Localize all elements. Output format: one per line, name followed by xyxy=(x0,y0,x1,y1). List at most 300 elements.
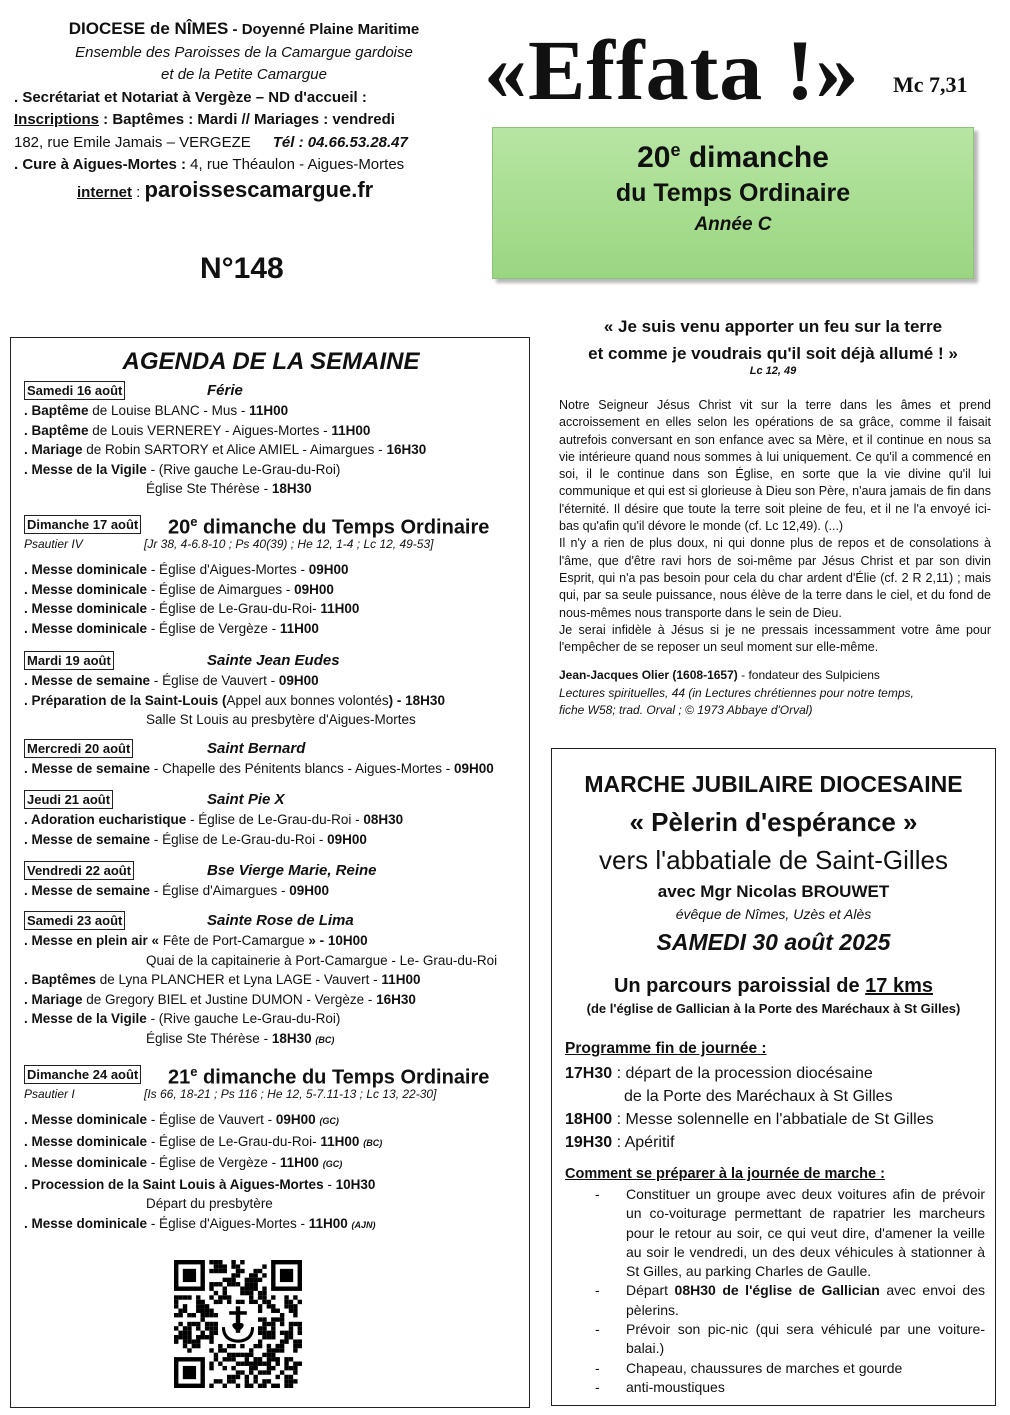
qr-module xyxy=(289,1384,293,1388)
qr-module xyxy=(258,1339,262,1343)
qr-module xyxy=(231,1264,235,1268)
preparation-list xyxy=(565,1185,985,1397)
qr-module xyxy=(293,1366,297,1370)
qr-module xyxy=(223,1295,227,1299)
qr-module xyxy=(223,1264,227,1268)
qr-module xyxy=(209,1309,213,1313)
phone-number: Tél : 04.66.53.28.47 xyxy=(272,133,408,151)
deanery-name: - Doyenné Plaine Maritime xyxy=(228,21,420,38)
qr-module xyxy=(262,1264,266,1268)
qr-module xyxy=(271,1335,275,1339)
qr-module xyxy=(174,1335,178,1339)
event-detail: Salle St Louis au presbytère d'Aigues-Mortes xyxy=(146,712,416,727)
qr-module xyxy=(284,1366,288,1370)
qr-module xyxy=(183,1331,187,1335)
address: 182, rue Emile Jamais – VERGEZE xyxy=(14,133,251,151)
agenda-event xyxy=(24,671,524,691)
qr-module xyxy=(196,1335,200,1339)
qr-module xyxy=(258,1291,262,1295)
inscriptions-label: Inscriptions xyxy=(14,111,100,128)
qr-module xyxy=(280,1370,284,1374)
qr-module xyxy=(178,1295,182,1299)
preparation-text: Départ xyxy=(626,1282,675,1299)
sunday-banner xyxy=(492,127,974,279)
qr-module xyxy=(249,1295,253,1299)
qr-module xyxy=(262,1335,266,1339)
bullet-dash: - xyxy=(595,1321,600,1338)
qr-module xyxy=(200,1300,204,1304)
qr-module xyxy=(249,1278,253,1282)
agenda-event xyxy=(24,421,524,441)
event-detail: - Église de Vauvert - xyxy=(147,1112,276,1127)
qr-module xyxy=(298,1344,302,1348)
psalter: Psautier IV xyxy=(24,537,83,551)
qr-module xyxy=(236,1362,240,1366)
event-time: 08H30 xyxy=(363,812,404,827)
qr-module xyxy=(218,1269,222,1273)
qr-module xyxy=(258,1304,262,1308)
day-label: Samedi 16 août xyxy=(24,381,125,400)
event-type: . Messe dominicale xyxy=(24,581,148,597)
event-detail: - Église d'Aigues-Mortes - xyxy=(147,562,309,577)
qr-module xyxy=(245,1278,249,1282)
qr-module xyxy=(187,1348,191,1352)
qr-module xyxy=(236,1300,240,1304)
qr-module xyxy=(231,1353,235,1357)
qr-module xyxy=(258,1278,262,1282)
day-header xyxy=(24,1064,524,1089)
event-type: . Messe de semaine xyxy=(24,761,151,776)
bullet-dash: - xyxy=(595,1282,600,1299)
qr-module xyxy=(284,1384,288,1388)
qr-module xyxy=(223,1269,227,1273)
route-distance: 17 kms xyxy=(865,975,934,997)
qr-module xyxy=(245,1357,249,1361)
day-header xyxy=(24,911,524,931)
feast-name: Sainte Rose de Lima xyxy=(207,912,354,929)
qr-module xyxy=(209,1286,213,1290)
psalter-line xyxy=(24,1085,524,1105)
event-time: 11H00 xyxy=(381,972,421,987)
bullet-dash: - xyxy=(595,1186,600,1202)
event-detail: - Église d'Aimargues - xyxy=(150,883,290,898)
qr-module xyxy=(284,1304,288,1308)
qr-module xyxy=(183,1304,187,1308)
event-detail: Départ du presbytère xyxy=(146,1196,273,1211)
qr-finder-center xyxy=(183,1366,196,1379)
diocese-name: DIOCESE de NÎMES xyxy=(68,19,229,38)
qr-module xyxy=(214,1326,218,1330)
event-type: . Messe de la Vigile xyxy=(24,461,147,477)
event-detail: Quai de la capitainerie à Port-Camargue - Le- Grau-du-Roi xyxy=(146,952,498,968)
event-detail: - Église de Vergèze - xyxy=(147,1155,280,1170)
event-time: 11H00 xyxy=(331,422,371,438)
event-time: 10H30 xyxy=(335,1176,376,1192)
qr-module xyxy=(218,1260,222,1264)
qr-module xyxy=(196,1309,200,1313)
qr-module xyxy=(209,1260,213,1264)
internet-separator: : xyxy=(132,183,145,201)
qr-module xyxy=(284,1331,288,1335)
program-time: 19H30 xyxy=(565,1134,613,1151)
liturgical-year: Année C xyxy=(694,214,772,235)
march-title: MARCHE JUBILAIRE DIOCESAINE xyxy=(584,771,963,797)
preparation-text: Constituer un groupe avec deux voitures afin de prévoir un co-voiturage permettant de rapatrier les marcheurs pour le retour au soir, ce qui veut dire, d'amener la veille au soir le vendredi, un des deux véhicules à stationner à St Gilles, au parking Charles de Gaulle. xyxy=(626,1186,985,1280)
qr-module xyxy=(196,1300,200,1304)
qr-module xyxy=(174,1304,178,1308)
qr-module xyxy=(214,1313,218,1317)
march-route xyxy=(552,975,995,998)
quote-reference xyxy=(548,365,998,377)
program-text: : départ de la procession diocésaine xyxy=(612,1065,873,1082)
qr-module xyxy=(178,1322,182,1326)
qr-module xyxy=(289,1322,293,1326)
day-header xyxy=(24,381,524,401)
event-time: 11H00 xyxy=(279,1155,319,1170)
event-detail: de Lyna PLANCHER et Lyna LAGE - Vauvert - xyxy=(96,972,382,987)
qr-module xyxy=(293,1362,297,1366)
qr-module xyxy=(214,1260,218,1264)
event-time: 11H00 xyxy=(249,403,289,418)
qr-module xyxy=(209,1335,213,1339)
qr-module xyxy=(258,1331,262,1335)
website-link[interactable]: paroissescamargue.fr xyxy=(144,176,374,202)
psalter: Psautier I xyxy=(24,1087,75,1101)
qr-module xyxy=(223,1348,227,1352)
qr-module xyxy=(236,1353,240,1357)
qr-module xyxy=(218,1348,222,1352)
qr-module xyxy=(236,1282,240,1286)
qr-module xyxy=(240,1260,244,1264)
agenda-event xyxy=(24,759,524,779)
event-detail: - Église de Vauvert - xyxy=(150,673,279,688)
secretariat-line: . Secrétariat et Notariat à Vergèze – ND d'accueil : xyxy=(14,88,367,106)
agenda-event xyxy=(24,619,524,639)
march-subtitle: « Pèlerin d'espérance » xyxy=(629,807,918,837)
qr-module xyxy=(231,1379,235,1383)
event-detail: - (Rive gauche Le-Grau-du-Roi) xyxy=(146,1011,341,1026)
qr-module xyxy=(284,1300,288,1304)
qr-module xyxy=(253,1273,257,1277)
event-type: . Baptême xyxy=(24,403,89,418)
event-type: . Messe de semaine xyxy=(24,831,151,847)
qr-module xyxy=(183,1309,187,1313)
qr-module xyxy=(293,1370,297,1374)
qr-module xyxy=(253,1366,257,1370)
qr-module xyxy=(276,1344,280,1348)
program-text: : Apéritif xyxy=(612,1134,675,1151)
qr-module xyxy=(178,1335,182,1339)
agenda-event xyxy=(24,970,524,990)
qr-module xyxy=(280,1322,284,1326)
event-time: » - 10H00 xyxy=(304,933,368,948)
qr-module xyxy=(253,1300,257,1304)
qr-module xyxy=(245,1362,249,1366)
quote-line-1: « Je suis venu apporter un feu sur la terre xyxy=(603,317,943,336)
event-type: . Baptême xyxy=(24,422,89,438)
program-item xyxy=(565,1062,985,1085)
qr-module xyxy=(174,1295,178,1299)
qr-module xyxy=(249,1348,253,1352)
event-time: 11H00 xyxy=(308,1215,348,1231)
qr-module xyxy=(249,1282,253,1286)
meditation-paragraph: Je serai infidèle à Jésus si je ne pressais incessamment votre âme pour l'empêcher de se reposer un seul moment sur elle-même. xyxy=(559,622,991,655)
event-code: (AJN) xyxy=(351,1219,376,1230)
qr-module xyxy=(214,1331,218,1335)
event-time: 09H00 xyxy=(294,581,334,597)
event-detail: de Louise BLANC - Mus - xyxy=(88,403,250,418)
qr-module xyxy=(245,1282,249,1286)
event-time: 16H30 xyxy=(376,991,416,1007)
agenda-event xyxy=(24,881,524,901)
meditation-paragraph: Il n'y a rien de plus doux, ni qui donne plus de repos et de consolations à l'âme, que d'être ravi hors de soi-même par Jésus Christ et par son divin Esprit, qui n'a pas besoin pour cela du char ardent d'Élie (cf. 2 R 2,11) ; mais qui, par sa seule puissance, nous élève de la terre dans le ciel, et du fond de nous-mêmes nous transporte dans le sein de Dieu. xyxy=(559,536,991,620)
qr-module xyxy=(192,1322,196,1326)
event-detail: Fête de Port-Camargue xyxy=(162,933,305,948)
agenda-day xyxy=(24,861,524,901)
qr-module xyxy=(174,1300,178,1304)
qr-module xyxy=(231,1344,235,1348)
qr-module xyxy=(271,1295,275,1299)
event-detail: de Robin SARTORY et Alice AMIEL - Aimargues - xyxy=(82,442,387,457)
qr-module xyxy=(245,1286,249,1290)
event-type: . Baptêmes xyxy=(24,972,97,987)
meditation-author xyxy=(559,667,991,720)
qr-module xyxy=(289,1379,293,1383)
qr-module xyxy=(262,1317,266,1321)
event-detail: Église Ste Thérèse - xyxy=(146,1030,272,1046)
parishes-line-2: et de la Petite Camargue xyxy=(161,66,327,83)
day-label: Dimanche 17 août xyxy=(24,515,141,534)
qr-module xyxy=(271,1309,275,1313)
program-item xyxy=(565,1131,985,1154)
cure-address: 4, rue Théaulon - Aigues-Mortes xyxy=(185,156,405,173)
qr-module xyxy=(227,1353,231,1357)
qr-module xyxy=(262,1322,266,1326)
event-time: 11H00 xyxy=(279,620,319,636)
qr-module xyxy=(258,1357,262,1361)
qr-module xyxy=(183,1326,187,1330)
issue-number: N°148 xyxy=(200,252,284,285)
qr-module xyxy=(280,1317,284,1321)
qr-code-icon[interactable] xyxy=(174,1260,302,1388)
qr-module xyxy=(227,1375,231,1379)
event-detail: - Église de Le-Grau-du-Roi- xyxy=(147,601,321,616)
qr-module xyxy=(214,1322,218,1326)
qr-module xyxy=(249,1273,253,1277)
author-name: Jean-Jacques Olier (1608-1657) xyxy=(559,668,738,682)
meditation-paragraph: Notre Seigneur Jésus Christ vit sur la terre dans les âmes et prend accroissement en elles selon les opérations de sa grâce, comme il faisait autrefois conversant en son enfance avec sa Mère, et il continue en nous sa vie intérieure quand nous sommes à lui uniquement. Ce qu'il a commencé en soi, il le continue dans son Église, en sorte que la vie divine qu'il lui communique et qui est si glorieuse à Dieu son Père, n'aura jamais de fin dans l'éternité. Il désire que toute la terre soit pleine de feu, et il ne l'a envoyé ici-bas qu'afin qu'il dévore le monde (cf. Lc 12,49). (...) xyxy=(559,398,991,534)
agenda-day xyxy=(24,790,524,849)
qr-module xyxy=(276,1309,280,1313)
event-time: 11H00 xyxy=(320,1133,360,1149)
jubilee-march-panel xyxy=(551,748,996,1406)
qr-module xyxy=(227,1357,231,1361)
qr-module xyxy=(187,1326,191,1330)
qr-module xyxy=(289,1357,293,1361)
qr-module xyxy=(174,1339,178,1343)
qr-module xyxy=(240,1300,244,1304)
event-type: . Messe de semaine xyxy=(24,673,151,688)
qr-module xyxy=(258,1344,262,1348)
qr-module xyxy=(289,1300,293,1304)
qr-module xyxy=(205,1313,209,1317)
qr-module xyxy=(174,1313,178,1317)
event-type: . Messe de semaine xyxy=(24,883,151,898)
agenda-event xyxy=(24,580,524,600)
qr-module xyxy=(183,1295,187,1299)
inscriptions-text: : Baptêmes : Mardi // Mariages : vendredi xyxy=(99,111,395,128)
event-detail: - Église de Le-Grau-du-Roi - xyxy=(150,831,328,847)
qr-module xyxy=(218,1295,222,1299)
qr-module xyxy=(205,1309,209,1313)
event-time: 09H00 xyxy=(278,673,319,688)
qr-module xyxy=(200,1313,204,1317)
program-item xyxy=(565,1085,985,1108)
agenda-title: AGENDA DE LA SEMAINE xyxy=(122,348,420,375)
qr-module xyxy=(267,1344,271,1348)
event-time: 09H00 xyxy=(308,562,349,577)
qr-module xyxy=(267,1335,271,1339)
qr-module xyxy=(205,1304,209,1308)
qr-module xyxy=(280,1339,284,1343)
qr-module xyxy=(236,1370,240,1374)
event-detail: Église Ste Thérèse - xyxy=(146,481,272,496)
qr-module xyxy=(209,1282,213,1286)
event-code: (GC) xyxy=(319,1116,339,1126)
qr-module xyxy=(293,1348,297,1352)
agenda-event xyxy=(24,1175,524,1195)
march-date: SAMEDI 30 août 2025 xyxy=(656,929,891,955)
qr-module xyxy=(245,1353,249,1357)
address-line xyxy=(14,132,474,155)
qr-module xyxy=(236,1269,240,1273)
qr-module xyxy=(262,1286,266,1290)
qr-module xyxy=(276,1384,280,1388)
qr-module xyxy=(298,1339,302,1343)
event-type: . Adoration eucharistique xyxy=(24,812,187,827)
qr-module xyxy=(293,1313,297,1317)
qr-module xyxy=(267,1362,271,1366)
qr-module xyxy=(262,1300,266,1304)
diocese-line xyxy=(14,18,474,42)
qr-module xyxy=(240,1362,244,1366)
preparation-text: anti-moustiques xyxy=(626,1378,725,1395)
agenda-event xyxy=(24,1009,524,1029)
agenda-event xyxy=(24,1153,524,1175)
qr-module xyxy=(258,1384,262,1388)
qr-module xyxy=(209,1366,213,1370)
agenda-day xyxy=(24,1065,524,1235)
agenda-event xyxy=(24,710,524,730)
qr-module xyxy=(192,1313,196,1317)
qr-module xyxy=(218,1300,222,1304)
qr-module xyxy=(231,1366,235,1370)
qr-module xyxy=(289,1335,293,1339)
qr-module xyxy=(223,1384,227,1388)
qr-module xyxy=(289,1326,293,1330)
author-role: - fondateur des Sulpiciens xyxy=(737,668,880,682)
internet-label: internet xyxy=(77,183,133,201)
qr-module xyxy=(249,1300,253,1304)
program-text: de la Porte des Maréchaux à St Gilles xyxy=(624,1088,893,1105)
event-type: . Messe dominicale xyxy=(24,1215,148,1231)
qr-module xyxy=(271,1304,275,1308)
qr-module xyxy=(262,1362,266,1366)
qr-module xyxy=(214,1291,218,1295)
qr-module xyxy=(289,1366,293,1370)
qr-module xyxy=(289,1331,293,1335)
qr-module xyxy=(271,1331,275,1335)
preparation-item xyxy=(565,1185,985,1281)
event-time: 09H00 xyxy=(289,883,330,898)
qr-module xyxy=(271,1317,275,1321)
internet-line xyxy=(77,176,474,205)
agenda-event xyxy=(24,479,524,499)
qr-module xyxy=(236,1384,240,1388)
preparation-item xyxy=(565,1359,985,1378)
qr-module xyxy=(284,1379,288,1383)
agenda-event xyxy=(24,810,524,830)
qr-module xyxy=(187,1335,191,1339)
agenda-event xyxy=(24,401,524,421)
qr-module xyxy=(192,1339,196,1343)
preparation-text: Prévoir son pic-nic (qui sera véhiculé par une voiture-balai.) xyxy=(626,1321,985,1357)
qr-module xyxy=(267,1379,271,1383)
qr-module xyxy=(289,1309,293,1313)
event-detail: Appel aux bonnes volontés xyxy=(226,692,389,708)
qr-module xyxy=(187,1313,191,1317)
day-header xyxy=(24,651,524,671)
event-time: 09H00 xyxy=(453,761,494,776)
qr-module xyxy=(271,1353,275,1357)
qr-module xyxy=(262,1326,266,1330)
qr-module xyxy=(236,1273,240,1277)
qr-module xyxy=(209,1362,213,1366)
source-line-1: Lectures spirituelles, 44 (in Lectures chrétiennes pour notre temps, xyxy=(559,685,914,700)
agenda-event xyxy=(24,931,524,951)
sunday-subtitle: du Temps Ordinaire xyxy=(615,179,851,207)
qr-module xyxy=(240,1344,244,1348)
event-time: 09H00 xyxy=(327,831,367,847)
qr-module xyxy=(267,1370,271,1374)
qr-module xyxy=(218,1282,222,1286)
qr-module xyxy=(174,1326,178,1330)
qr-module xyxy=(183,1335,187,1339)
qr-module xyxy=(262,1291,266,1295)
march-destination: vers l'abbatiale de Saint-Gilles xyxy=(599,845,948,875)
qr-module xyxy=(178,1331,182,1335)
event-type: . Messe dominicale xyxy=(24,620,148,636)
qr-module xyxy=(284,1335,288,1339)
qr-module xyxy=(209,1295,213,1299)
day-header xyxy=(24,514,524,539)
qr-module xyxy=(253,1269,257,1273)
qr-module xyxy=(205,1335,209,1339)
agenda-event xyxy=(24,1029,524,1051)
qr-module xyxy=(196,1295,200,1299)
feast-name: Sainte Jean Eudes xyxy=(207,652,340,669)
qr-module xyxy=(249,1366,253,1370)
day-label: Samedi 23 août xyxy=(24,911,125,930)
qr-module xyxy=(218,1264,222,1268)
agenda-event xyxy=(24,460,524,480)
qr-module xyxy=(205,1322,209,1326)
agenda-event xyxy=(24,440,524,460)
agenda-day xyxy=(24,381,524,499)
qr-module xyxy=(187,1331,191,1335)
quote-ref-text: Lc 12, 49 xyxy=(749,365,797,377)
qr-module xyxy=(262,1295,266,1299)
